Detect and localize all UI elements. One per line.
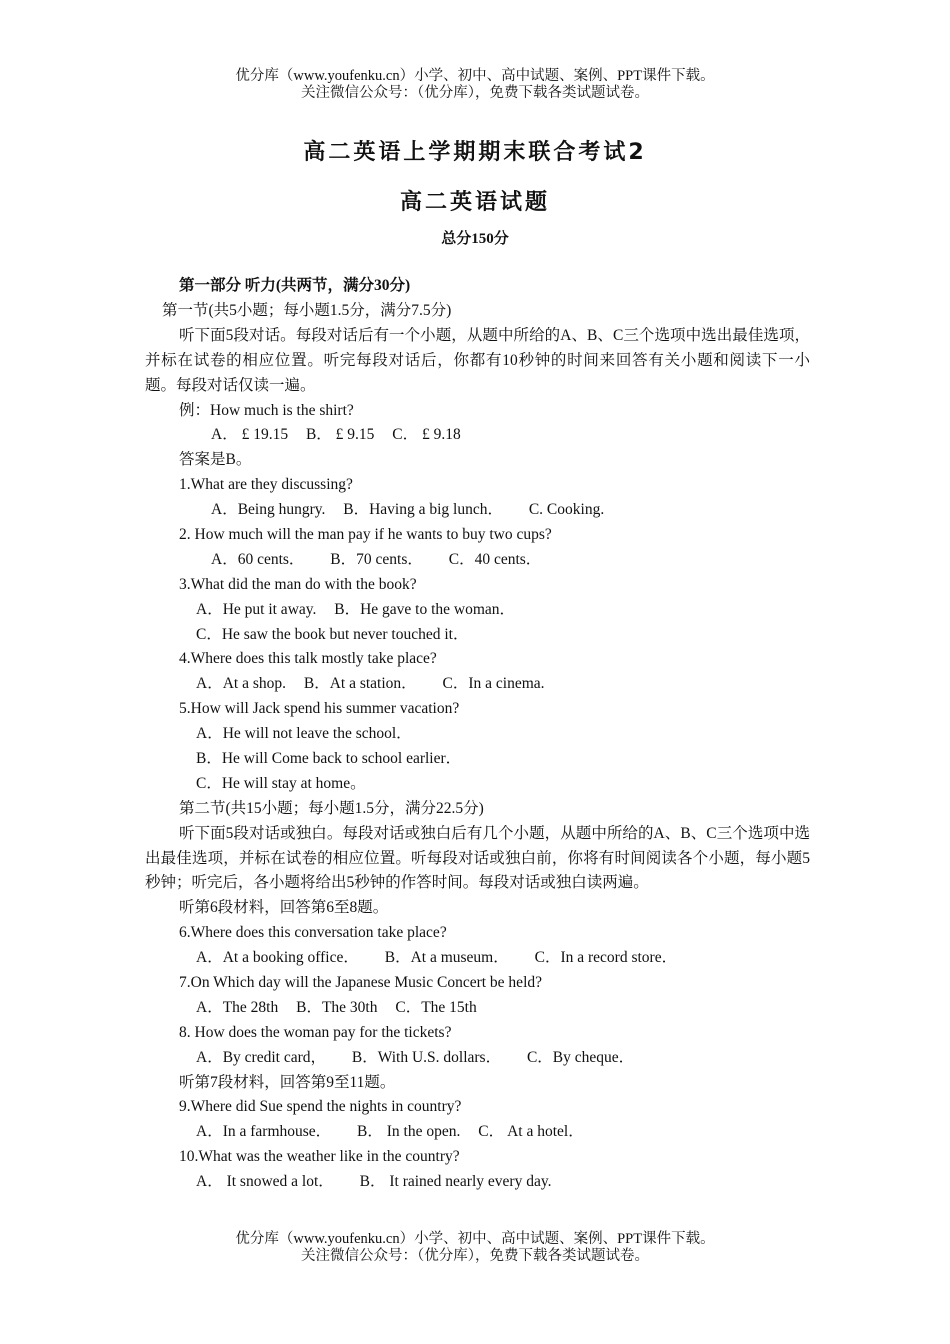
- question: 9.Where did Sue spend the nights in country?: [179, 1098, 462, 1116]
- option-a: A．He put it away.: [196, 600, 317, 618]
- question: 1.What are they discussing?: [179, 476, 353, 494]
- exam-title: 高二英语上学期期末联合考试2: [303, 140, 647, 165]
- option-b: B．70 cents．: [330, 550, 423, 568]
- option-c: C．The 15th: [395, 998, 477, 1016]
- instructions: 听下面5段对话或独白。每段对话或独白后有几个小题，从题中所给的A、B、C三个选项中选出最佳选项，并标在试卷的相应位置。听每段对话或独白前，你将有时间阅读各个小题，每小题5秒钟；听完后，各小题将给出5秒钟的作答时间。每段对话或独白读两遍。: [145, 824, 810, 892]
- option-c: C. Cooking.: [528, 501, 605, 519]
- question: 7.On Which day will the Japanese Music Concert be held?: [179, 974, 543, 992]
- option-a: A．60 cents．: [211, 550, 305, 568]
- material-label: 听第7段材料，回答第9至11题。: [179, 1073, 396, 1091]
- question-options: [145, 1170, 810, 1195]
- question: 5.How will Jack spend his summer vacation?: [179, 700, 460, 718]
- example-question: 例：How much is the shirt?: [179, 401, 354, 419]
- exam-content: [145, 274, 810, 1195]
- section-heading: 第二节(共15小题；每小题1.5分，满分22.5分): [179, 799, 484, 817]
- option-a: A．In a farmhouse．: [196, 1123, 332, 1141]
- page-footer: [0, 1231, 950, 1265]
- footer-line-1: 优分库（www.youfenku.cn）小学、初中、高中试题、案例、PPT课件下载。: [235, 1231, 715, 1247]
- header-line-2: 关注微信公众号：（优分库），免费下载各类试题试卷。: [301, 85, 649, 101]
- option-c: C．In a cinema.: [442, 675, 545, 693]
- option-c: C．He will stay at home。: [196, 774, 366, 792]
- question: 3.What did the man do with the book?: [179, 575, 417, 593]
- option-b: B．The 30th: [296, 998, 378, 1016]
- total-score: 总分150分: [441, 231, 509, 247]
- option-b: B．He will Come back to school earlier．: [196, 749, 462, 767]
- example-answer: 答案是B。: [179, 451, 252, 469]
- question-options: [145, 498, 810, 523]
- option-b: B．At a museum．: [384, 949, 509, 967]
- option-c: C． At a hotel．: [478, 1123, 584, 1141]
- option-b: B． £ 9.15: [305, 426, 375, 444]
- header-line-1: 优分库（www.youfenku.cn）小学、初中、高中试题、案例、PPT课件下载。: [235, 68, 715, 84]
- part-heading: 第一部分 听力(共两节，满分30分): [179, 277, 411, 294]
- option-c: C．He saw the book but never touched it．: [196, 625, 469, 643]
- question-options: [145, 623, 810, 648]
- question: 8. How does the woman pay for the tickets?: [179, 1023, 452, 1041]
- option-b: B． It rained nearly every day.: [359, 1173, 552, 1191]
- question: 10.What was the weather like in the country?: [179, 1148, 460, 1166]
- option-b: B．He gave to the woman．: [334, 600, 516, 618]
- exam-subtitle: 高二英语试题: [399, 190, 550, 215]
- option-c: C． £ 9.18: [392, 426, 461, 444]
- question-options: [145, 996, 810, 1021]
- question-options: [145, 946, 810, 971]
- option-a: A．At a booking office．: [196, 949, 359, 967]
- option-a: A．He will not leave the school．: [196, 725, 412, 743]
- example-options: [145, 423, 810, 448]
- option-a: A．Being hungry.: [211, 501, 326, 519]
- page-header: [0, 68, 950, 102]
- question: 4.Where does this talk mostly take place?: [179, 650, 437, 668]
- option-b: B． In the open.: [357, 1123, 461, 1141]
- option-b: B．Having a big lunch．: [343, 501, 503, 519]
- option-a: A． It snowed a lot．: [196, 1173, 334, 1191]
- question-options: [145, 672, 810, 697]
- option-a: A．By credit card，: [196, 1048, 326, 1066]
- question-options: [145, 1120, 810, 1145]
- question-options: [145, 598, 810, 623]
- option-c: C．40 cents．: [448, 550, 542, 568]
- option-c: C．By cheque．: [526, 1048, 635, 1066]
- question-options: [145, 548, 810, 573]
- question-options: [145, 1046, 810, 1071]
- material-label: 听第6段材料，回答第6至8题。: [179, 899, 389, 917]
- option-c: C．In a record store．: [534, 949, 678, 967]
- instructions: 听下面5段对话。每段对话后有一个小题，从题中所给的A、B、C三个选项中选出最佳选项，并标在试卷的相应位置。听完每段对话后，你都有10秒钟的时间来回答有关小题和阅读下一小题。每段对话仅读一遍。: [145, 326, 810, 394]
- footer-line-2: 关注微信公众号：（优分库），免费下载各类试题试卷。: [301, 1248, 649, 1264]
- option-a: A．The 28th: [196, 998, 279, 1016]
- option-b: B．At a station．: [303, 675, 417, 693]
- question: 2. How much will the man pay if he wants to buy two cups?: [179, 525, 552, 543]
- option-b: B．With U.S. dollars．: [351, 1048, 502, 1066]
- section-heading: 第一节(共5小题；每小题1.5分，满分7.5分): [162, 301, 452, 319]
- option-a: A．At a shop.: [196, 675, 286, 693]
- option-a: A． £ 19.15: [211, 426, 289, 444]
- question: 6.Where does this conversation take place?: [179, 924, 447, 942]
